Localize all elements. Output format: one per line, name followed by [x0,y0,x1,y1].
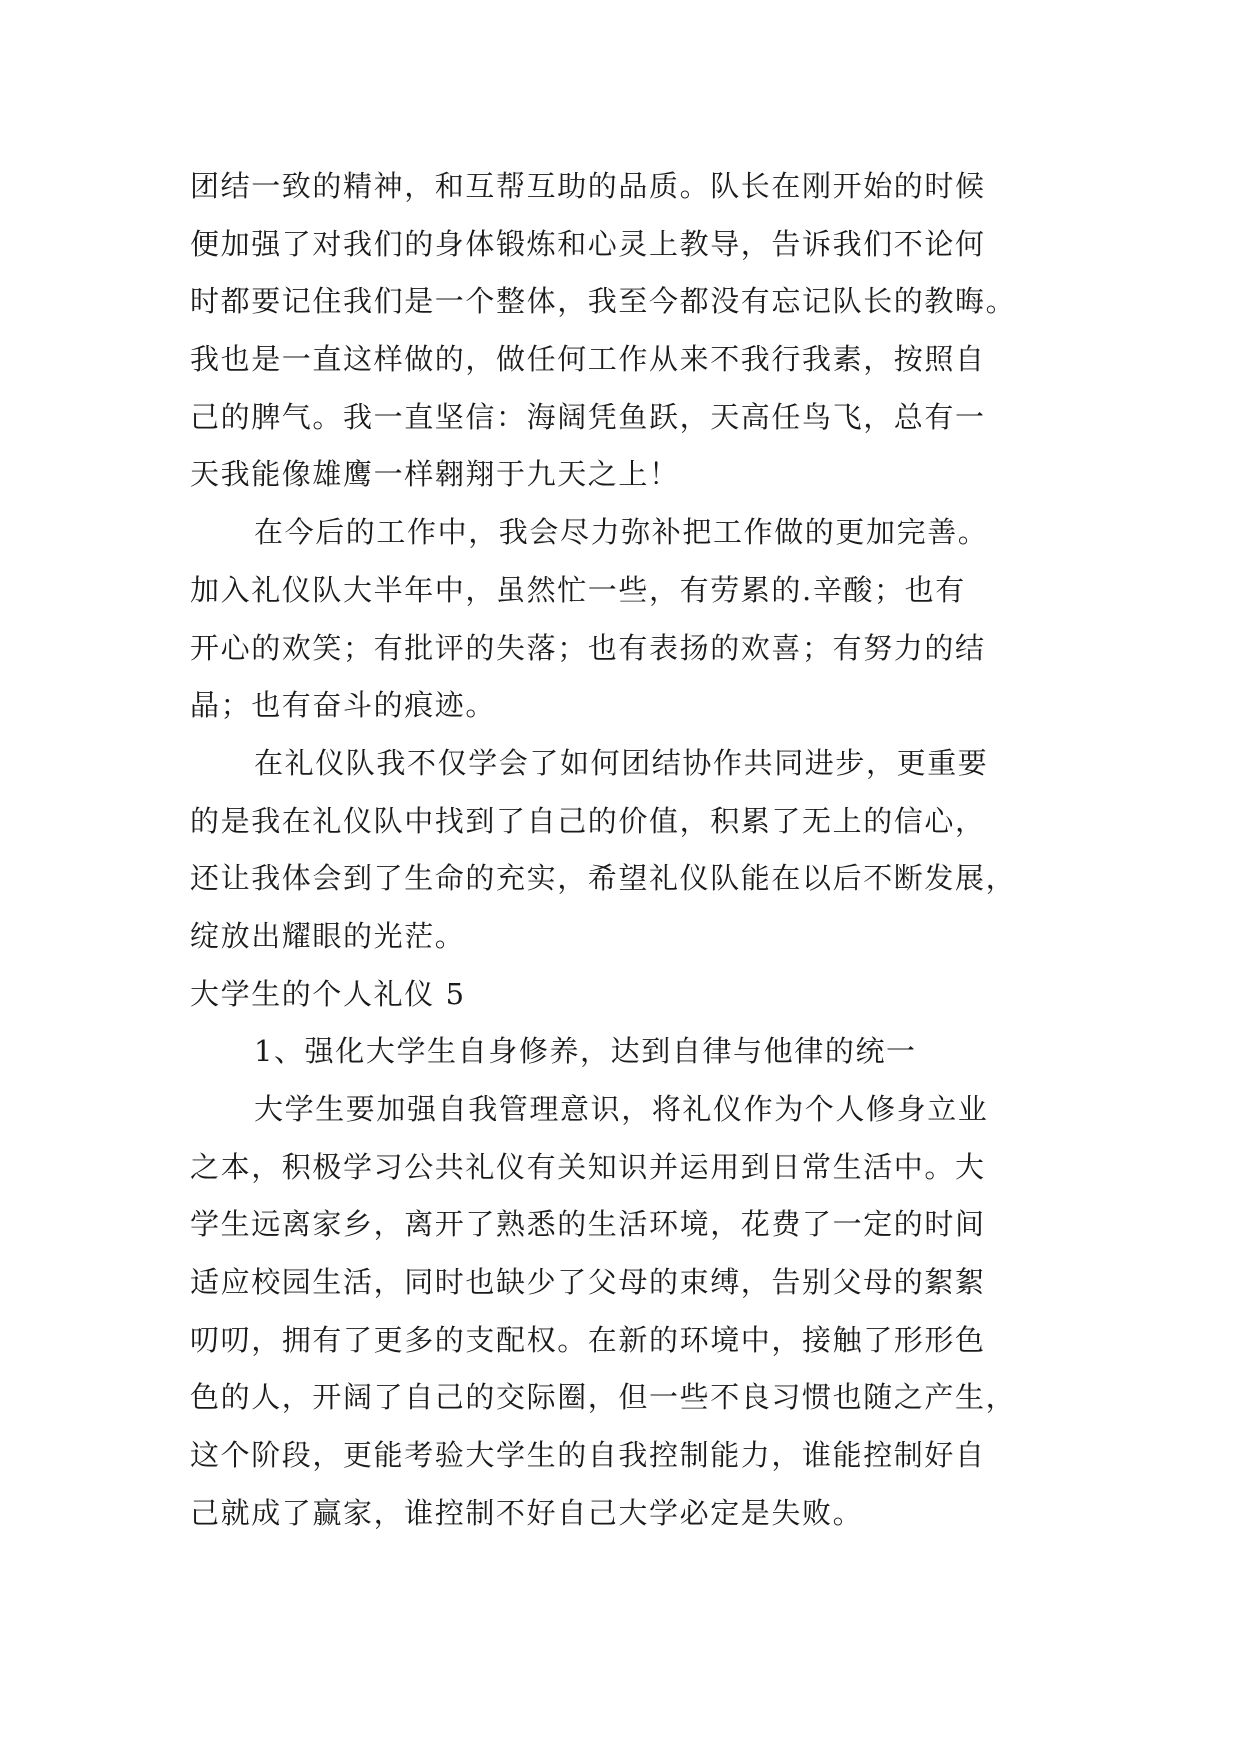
text-line: 时都要记住我们是一个整体，我至今都没有忘记队长的教晦。 [190,284,1017,319]
paragraph-first-line: 在今后的工作中，我会尽力弥补把工作做的更加完善。 [254,515,989,550]
text-line: 色的人，开阔了自己的交际圈，但一些不良习惯也随之产生， [190,1380,1017,1415]
text-line: 天我能像雄鹰一样翱翔于九天之上！ [190,457,680,492]
text-line: 绽放出耀眼的光茫。 [190,918,466,953]
subheading: 1、强化大学生自身修养，达到自律与他律的统一 [254,1034,917,1069]
text-line: 己就成了赢家，谁控制不好自己大学必定是失败。 [190,1495,864,1530]
text-line: 便加强了对我们的身体锻炼和心灵上教导，告诉我们不论何 [190,226,986,261]
paragraph-first-line: 在礼仪队我不仅学会了如何团结协作共同进步，更重要 [254,745,989,780]
text-line: 我也是一直这样做的，做任何工作从来不我行我素，按照自 [190,342,986,377]
text-line: 的是我在礼仪队中找到了自己的价值，积累了无上的信心， [190,803,986,838]
text-line: 叨叨，拥有了更多的支配权。在新的环境中，接触了形形色 [190,1322,986,1357]
text-line: 这个阶段，更能考验大学生的自我控制能力，谁能控制好自 [190,1438,986,1473]
paragraph-first-line: 大学生要加强自我管理意识，将礼仪作为个人修身立业 [254,1092,989,1126]
text-line: 团结一致的精神，和互帮互助的品质。队长在刚开始的时候 [190,169,986,203]
document-body [190,158,1070,1543]
text-line: 加入礼仪队大半年中，虽然忙一些，有劳累的.辛酸；也有 [190,572,966,607]
text-line: 学生远离家乡，离开了熟悉的生活环境，花费了一定的时间 [190,1207,986,1242]
text-line: 还让我体会到了生命的充实，希望礼仪队能在以后不断发展， [190,861,1017,896]
text-line: 己的脾气。我一直坚信：海阔凭鱼跃，天高任鸟飞，总有一 [190,399,986,434]
section-heading: 大学生的个人礼仪 5 [190,976,466,1011]
text-line: 之本，积极学习公共礼仪有关知识并运用到日常生活中。大 [190,1149,986,1184]
text-line: 晶；也有奋斗的痕迹。 [190,688,497,723]
text-line: 开心的欢笑；有批评的失落；也有表扬的欢喜；有努力的结 [190,630,986,665]
text-line: 适应校园生活，同时也缺少了父母的束缚，告别父母的絮絮 [190,1265,986,1300]
